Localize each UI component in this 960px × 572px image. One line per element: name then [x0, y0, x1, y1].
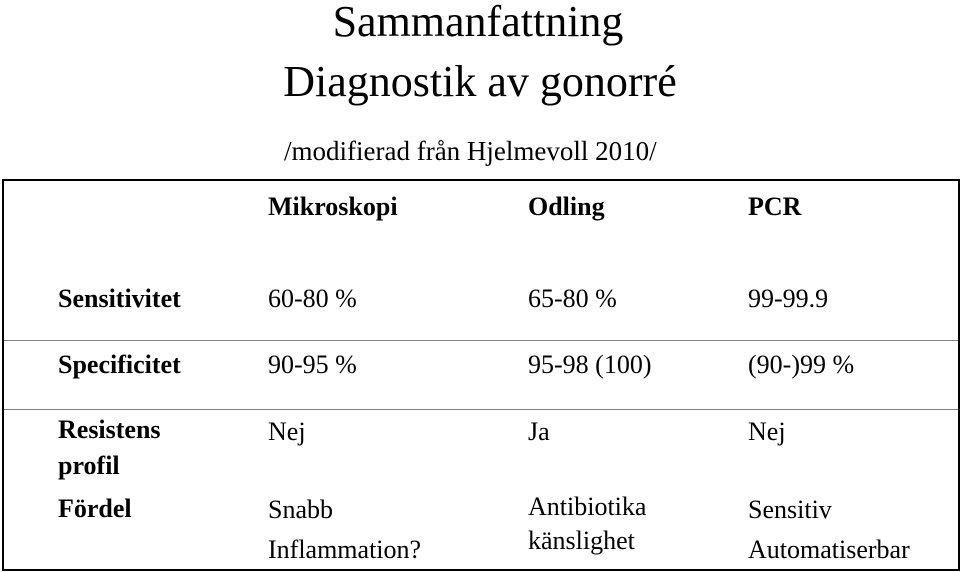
cell-specificitet-mikroskopi: 90-95 %	[268, 350, 357, 379]
cell-sensitivitet-pcr: 99-99.9	[748, 284, 829, 313]
page-title-line-1: Sammanfattning	[332, 0, 624, 46]
cell-line: Sensitiv	[748, 495, 832, 524]
row-divider	[4, 409, 958, 410]
row-label-sensitivitet: Sensitivitet	[58, 284, 181, 313]
column-header-pcr: PCR	[748, 192, 802, 221]
cell-sensitivitet-odling: 65-80 %	[528, 284, 617, 313]
cell-line: känslighet	[528, 526, 635, 555]
cell-resistens-mikroskopi: Nej	[268, 417, 306, 446]
cell-fordel-mikroskopi	[268, 490, 421, 570]
row-label-line: Resistens	[58, 415, 161, 444]
cell-resistens-odling: Ja	[528, 417, 550, 446]
cell-line: Inflammation?	[268, 535, 422, 564]
cell-fordel-odling	[528, 490, 646, 558]
cell-line: Antibiotika	[528, 492, 647, 521]
page-title-line-2: Diagnostik av gonorré	[283, 57, 677, 106]
cell-sensitivitet-mikroskopi: 60-80 %	[268, 284, 357, 313]
row-label-line: profil	[58, 451, 120, 480]
row-label-fordel: Fördel	[58, 494, 132, 523]
cell-line: Automatiserbar	[748, 535, 910, 564]
column-header-mikroskopi: Mikroskopi	[268, 192, 398, 221]
row-label-resistensprofil	[58, 412, 161, 484]
row-divider	[4, 340, 958, 341]
column-header-odling: Odling	[528, 192, 605, 221]
cell-fordel-pcr	[748, 490, 910, 570]
source-note: /modifierad från Hjelmevoll 2010/	[284, 136, 657, 166]
cell-specificitet-odling: 95-98 (100)	[528, 350, 652, 379]
cell-specificitet-pcr: (90-)99 %	[748, 350, 855, 379]
row-label-specificitet: Specificitet	[58, 350, 181, 379]
cell-line: Snabb	[268, 495, 333, 524]
cell-resistens-pcr: Nej	[748, 417, 786, 446]
